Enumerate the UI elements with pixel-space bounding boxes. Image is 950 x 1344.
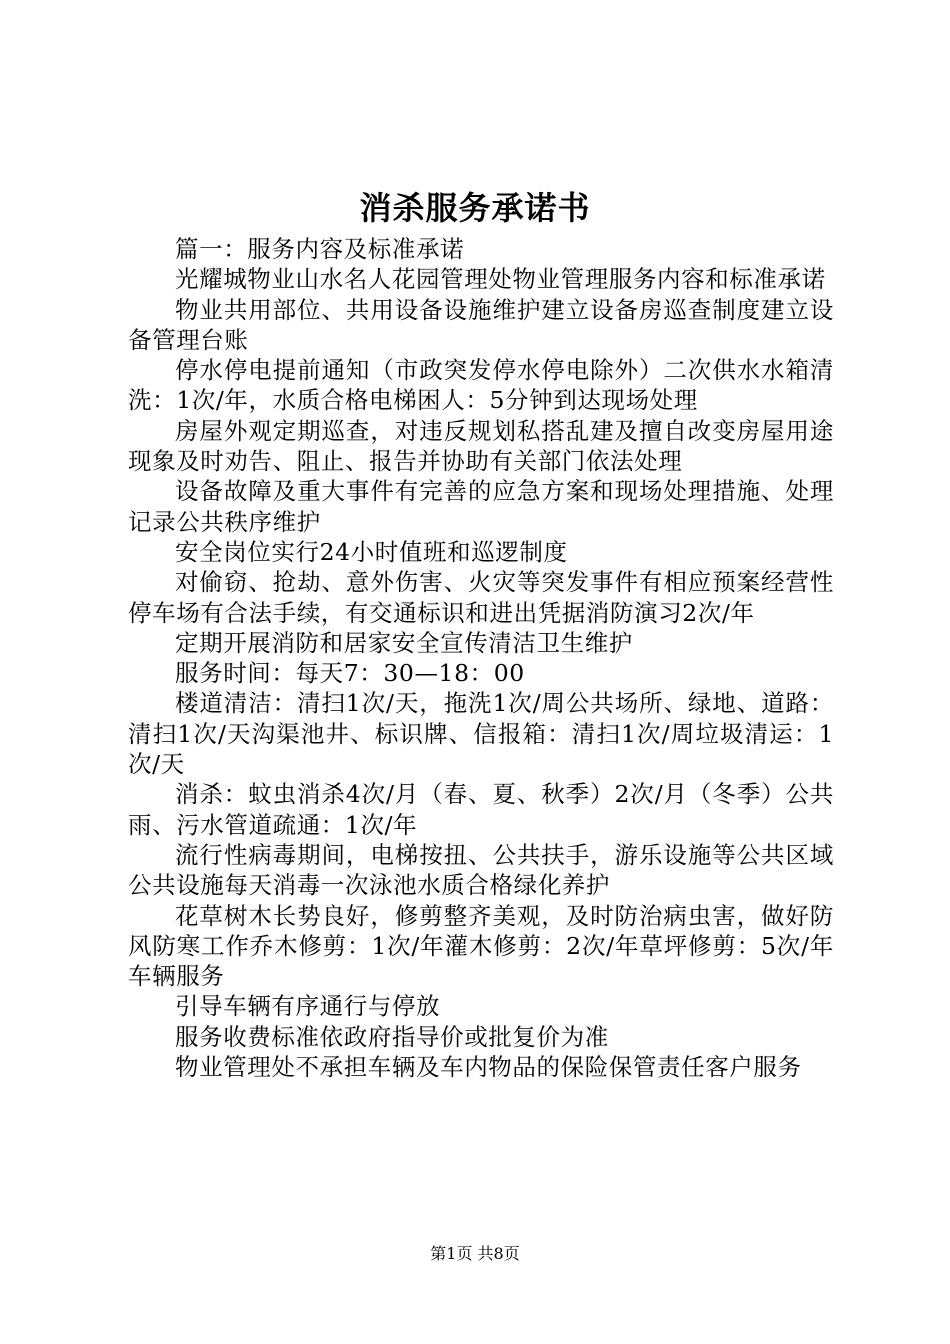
document-title: 消杀服务承诺书 xyxy=(359,189,591,227)
paragraph: 消杀：蚊虫消杀4次/月（春、夏、秋季）2次/月（冬季）公共雨、污水管道疏通：1次/年 xyxy=(128,780,834,839)
paragraph: 安全岗位实行24小时值班和巡逻制度 xyxy=(175,537,568,566)
paragraph: 花草树木长势良好，修剪整齐美观，及时防治病虫害，做好防风防寒工作乔木修剪：1次/年灌木修剪：2次/年草坪修剪：5次/年车辆服务 xyxy=(128,901,834,991)
paragraph: 引导车辆有序通行与停放 xyxy=(175,992,441,1021)
document-body xyxy=(128,234,834,1082)
paragraph: 房屋外观定期巡查，对违反规划私搭乱建及擅自改变房屋用途现象及时劝告、阻止、报告并协助有关部门依法处理 xyxy=(128,416,834,476)
paragraph: 篇一：服务内容及标准承诺 xyxy=(175,235,465,263)
paragraph: 服务时间：每天7：30—18：00 xyxy=(175,659,525,688)
page-number: 第1页 共8页 xyxy=(430,1244,520,1263)
paragraph: 停水停电提前通知（市政突发停水停电除外）二次供水水箱清洗：1次/年，水质合格电梯困人：5分钟到达现场处理 xyxy=(128,356,834,415)
paragraph: 光耀城物业山水名人花园管理处物业管理服务内容和标准承诺 xyxy=(175,265,826,294)
paragraph: 服务收费标准依政府指导价或批复价为准 xyxy=(175,1022,609,1051)
paragraph: 设备故障及重大事件有完善的应急方案和现场处理措施、处理记录公共秩序维护 xyxy=(128,477,834,536)
paragraph: 物业管理处不承担车辆及车内物品的保险保管责任客户服务 xyxy=(175,1053,802,1082)
paragraph: 对偷窃、抢劫、意外伤害、火灾等突发事件有相应预案经营性停车场有合法手续，有交通标识和进出凭据消防演习2次/年 xyxy=(128,568,834,627)
paragraph: 流行性病毒期间，电梯按扭、公共扶手，游乐设施等公共区域公共设施每天消毒一次泳池水质合格绿化养护 xyxy=(128,840,834,900)
paragraph: 物业共用部位、共用设备设施维护建立设备房巡查制度建立设备管理台账 xyxy=(128,295,834,354)
paragraph: 楼道清洁：清扫1次/天，拖洗1次/周公共场所、绿地、道路：清扫1次/天沟渠池井、标识牌、信报箱：清扫1次/周垃圾清运：1次/天 xyxy=(128,689,834,779)
paragraph: 定期开展消防和居家安全宣传清洁卫生维护 xyxy=(175,628,633,657)
